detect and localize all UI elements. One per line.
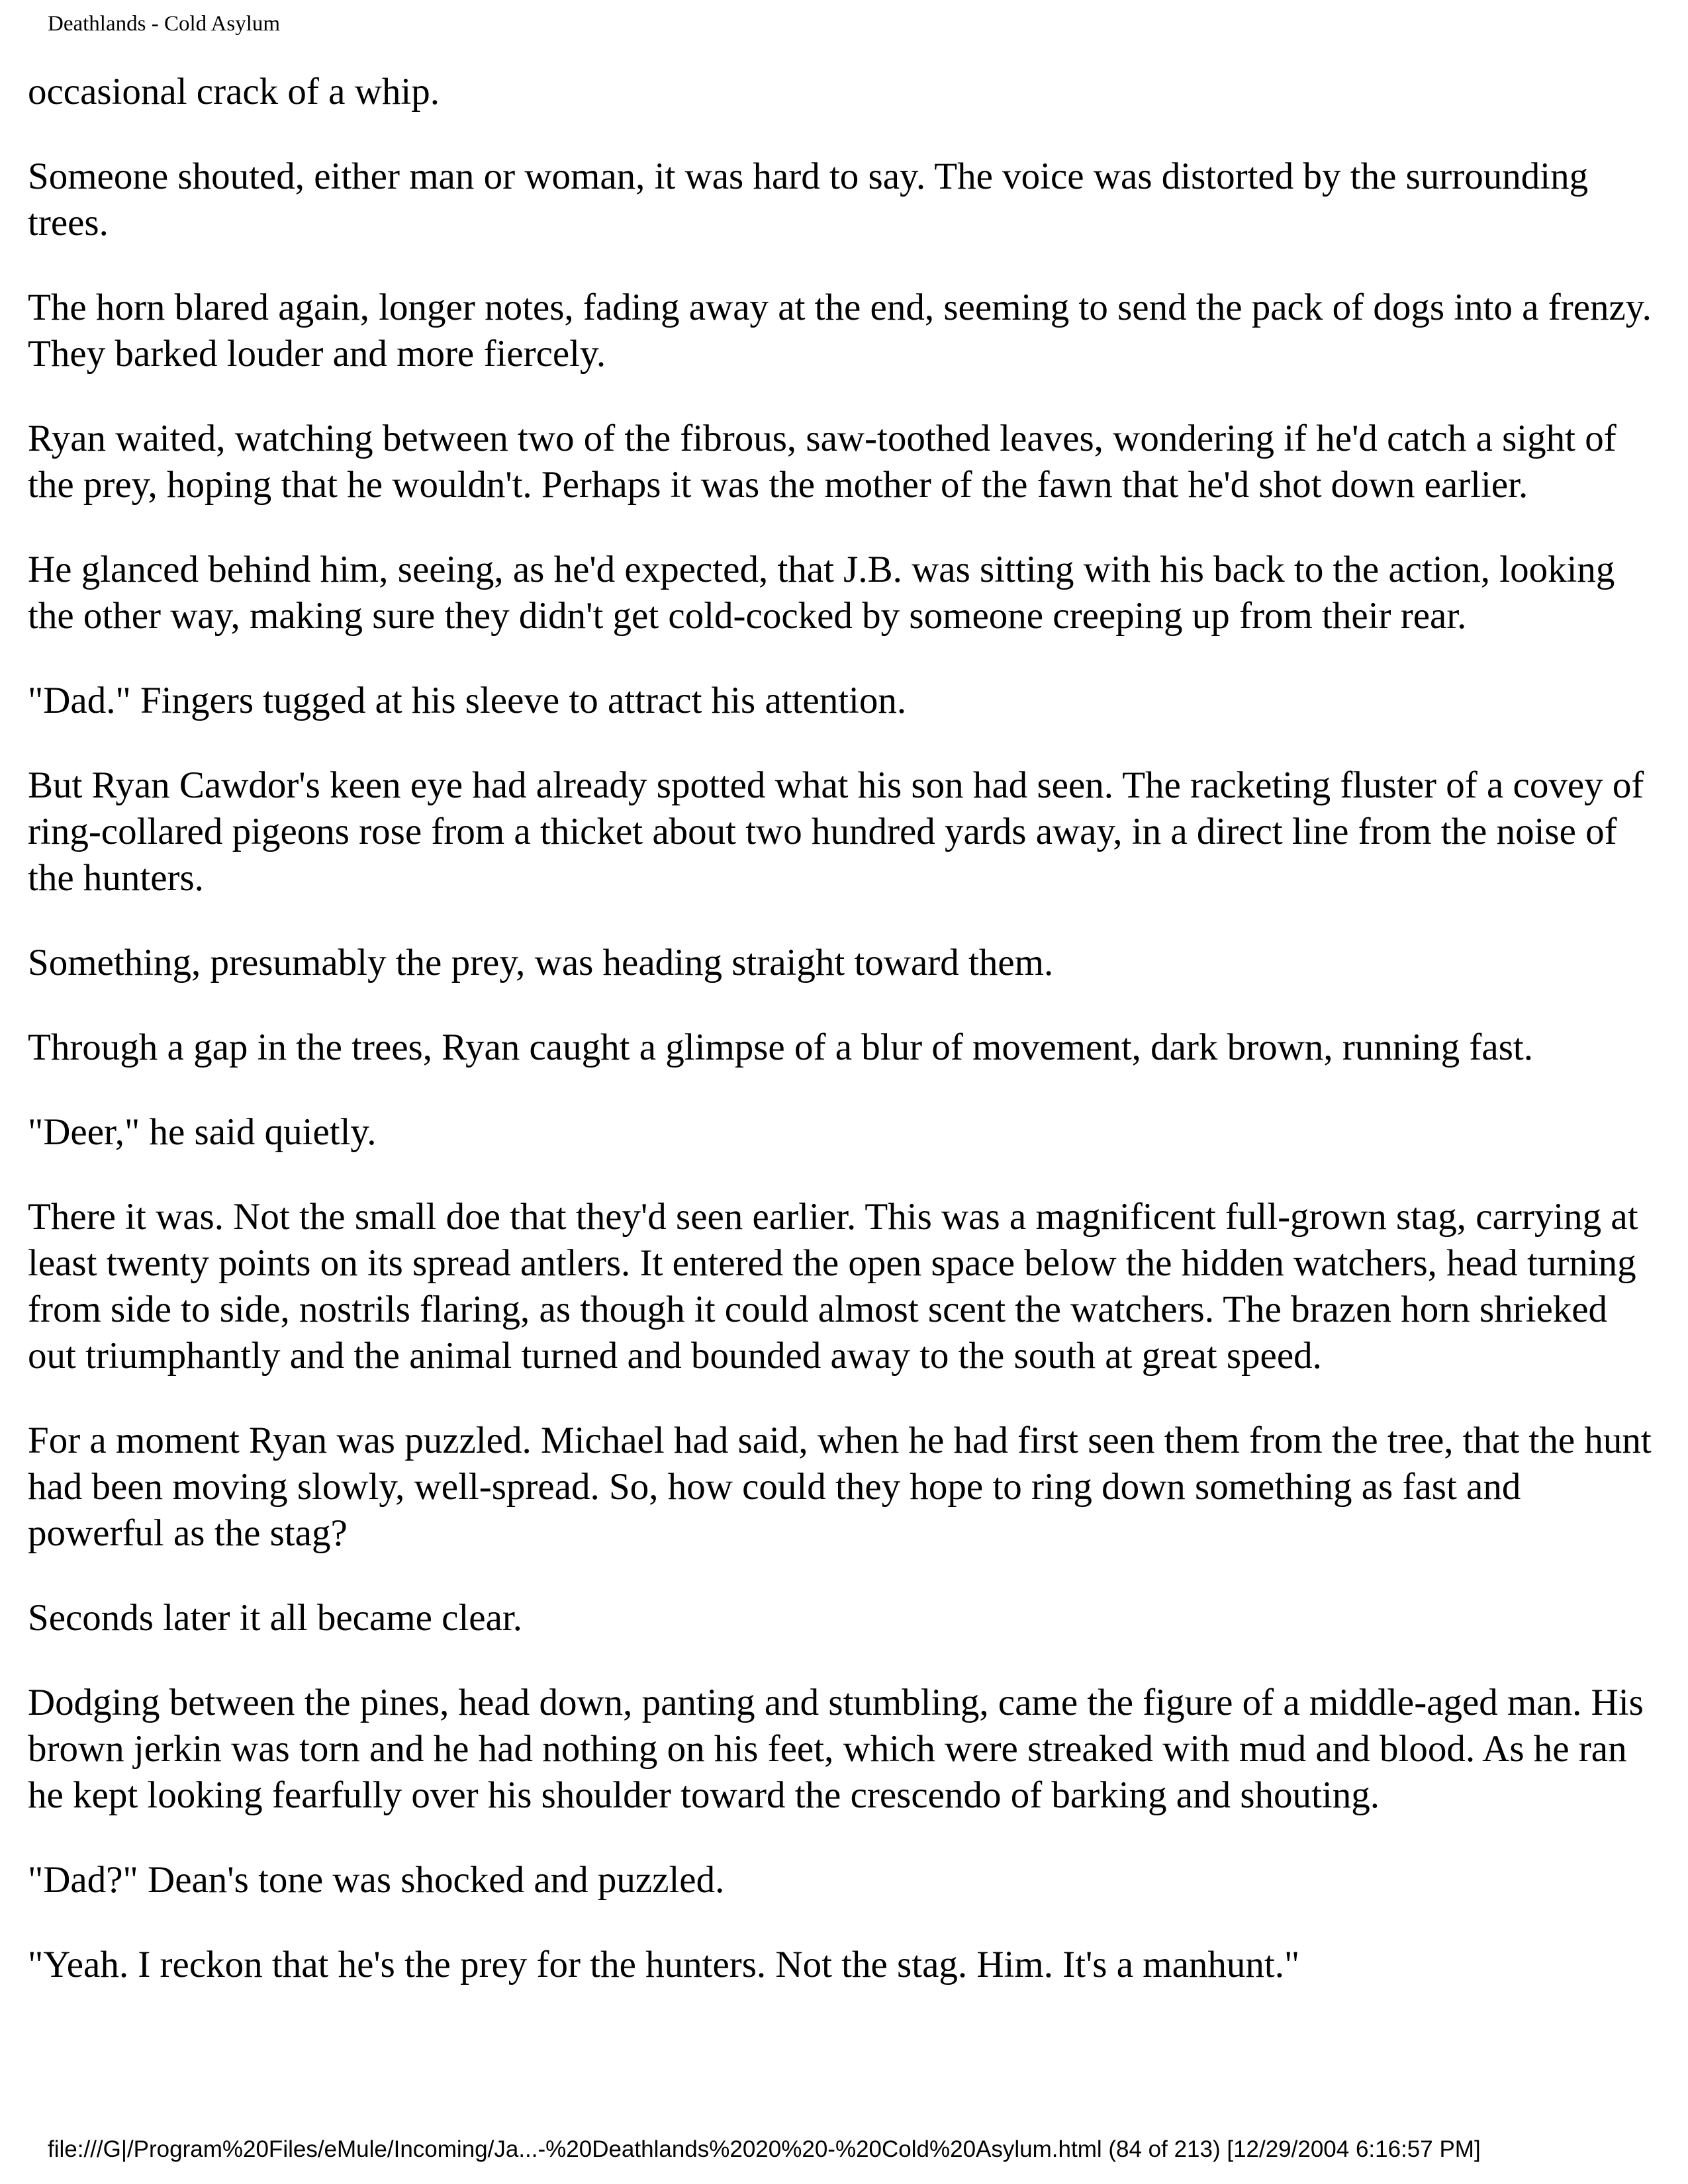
paragraph: occasional crack of a whip. <box>28 71 440 113</box>
paragraph: Through a gap in the trees, Ryan caught a glimpse of a blur of movement, dark brown, running fast. <box>28 1026 1533 1068</box>
paragraph: There it was. Not the small doe that they'd seen earlier. This was a magnificent full-grown stag, carrying at least twenty points on its spread antlers. It entered the open space below the hidden watchers, head turning from side to side, nostrils flaring, as though it could almost scent the watchers. The brazen horn shrieked out triumphantly and the animal turned and bounded away to the south at great speed. <box>28 1196 1638 1377</box>
paragraph: "Deer," he said quietly. <box>28 1111 377 1153</box>
paragraph: But Ryan Cawdor's keen eye had already spotted what his son had seen. The racketing fluster of a covey of ring-collared pigeons rose from a thicket about two hundred yards away, in a direct line from the noise of the hunters. <box>28 764 1644 899</box>
paragraph: The horn blared again, longer notes, fading away at the end, seeming to send the pack of dogs into a frenzy. They barked louder and more fiercely. <box>28 287 1652 375</box>
paragraph: "Dad?" Dean's tone was shocked and puzzled. <box>28 1859 725 1901</box>
paragraph: Seconds later it all became clear. <box>28 1597 522 1639</box>
paragraph: "Dad." Fingers tugged at his sleeve to attract his attention. <box>28 680 907 721</box>
document-body <box>28 69 1663 2026</box>
page-header-title: Deathlands - Cold Asylum <box>48 12 281 36</box>
paragraph: "Yeah. I reckon that he's the prey for the hunters. Not the stag. Him. It's a manhunt." <box>28 1944 1300 1985</box>
paragraph: For a moment Ryan was puzzled. Michael had said, when he had first seen them from the tree, that the hunt had been moving slowly, well-spread. So, how could they hope to ring down something as fast and powerful as the stag? <box>28 1420 1652 1554</box>
paragraph: Something, presumably the prey, was heading straight toward them. <box>28 942 1054 983</box>
paragraph: Someone shouted, either man or woman, it was hard to say. The voice was distorted by the surrounding trees. <box>28 156 1589 244</box>
page-footer-url: file:///G|/Program%20Files/eMule/Incoming/Ja...-%20Deathlands%2020%20-%20Cold%20Asylum.html (84 of 213) [12/29/2004 6:16:57 PM] <box>48 2136 1481 2162</box>
paragraph: Dodging between the pines, head down, panting and stumbling, came the figure of a middle-aged man. His brown jerkin was torn and he had nothing on his feet, which were streaked with mud and blood. As he ran he kept looking fearfully over his shoulder toward the crescendo of barking and shouting. <box>28 1682 1644 1816</box>
paragraph: He glanced behind him, seeing, as he'd expected, that J.B. was sitting with his back to the action, looking the other way, making sure they didn't get cold-cocked by someone creeping up from their rear. <box>28 549 1615 637</box>
paragraph: Ryan waited, watching between two of the fibrous, saw-toothed leaves, wondering if he'd catch a sight of the prey, hoping that he wouldn't. Perhaps it was the mother of the fawn that he'd shot down earlier. <box>28 418 1617 506</box>
